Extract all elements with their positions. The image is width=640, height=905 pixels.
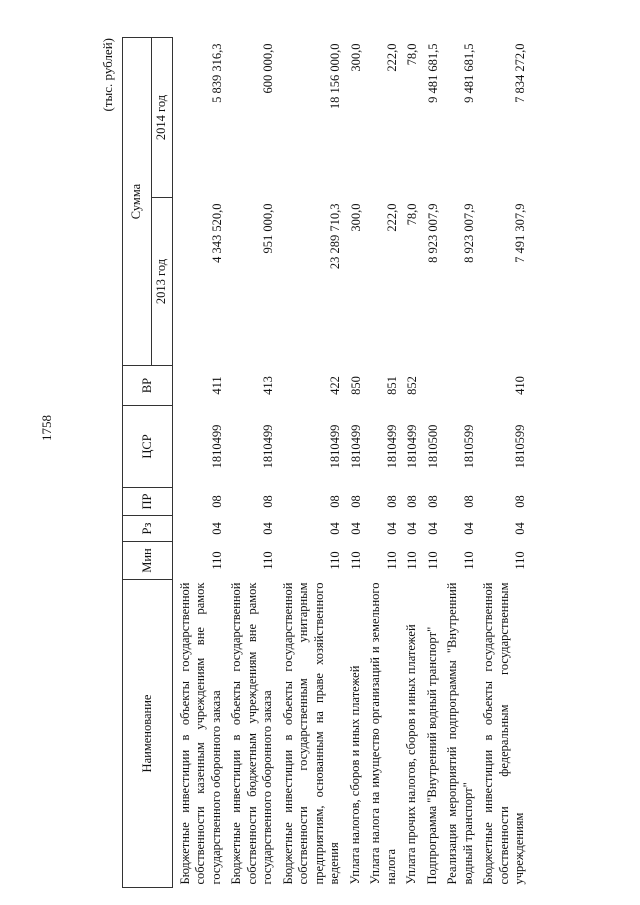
row-csr: 1810499	[209, 424, 224, 469]
row-pr: 08	[461, 495, 476, 508]
table-row	[227, 38, 279, 888]
page-number: 1758	[39, 415, 54, 441]
row-sum-2014: 222,0	[384, 43, 399, 72]
table-row	[402, 38, 423, 888]
row-sum-2014: 9 481 681,5	[461, 43, 476, 103]
row-rz: 04	[384, 522, 399, 535]
row-sum-2014: 78,0	[405, 43, 419, 66]
table-row	[346, 38, 367, 888]
row-csr: 1810499	[384, 424, 399, 469]
row-min: 110	[328, 551, 342, 570]
row-sum-2013: 78,0	[405, 203, 419, 226]
table-row	[172, 38, 227, 888]
row-sum-2013: 300,0	[348, 203, 363, 232]
row-name: Уплата налога на имущество организаций и земельного налога	[368, 582, 398, 885]
row-vr	[423, 366, 444, 406]
rotated-page-content	[100, 38, 620, 888]
row-pr: 08	[425, 495, 440, 508]
budget-table	[122, 37, 531, 888]
row-min: 110	[461, 551, 476, 570]
row-name: Бюджетные инвестиции в объекты государственной собственности федеральным государственным учреждениям	[481, 582, 526, 885]
row-vr: 411	[209, 376, 224, 395]
row-csr: 1810500	[425, 424, 440, 469]
row-sum-2014: 9 481 681,5	[425, 43, 440, 103]
row-rz: 04	[209, 522, 224, 535]
row-min: 110	[209, 551, 224, 570]
row-vr	[443, 366, 479, 406]
header-2014: 2014 год	[152, 38, 173, 198]
row-sum-2013: 8 923 007,9	[461, 203, 476, 263]
row-csr: 1810499	[405, 424, 419, 469]
row-pr: 08	[261, 495, 275, 508]
row-name: Бюджетные инвестиции в объекты государственной собственности казенным учреждениям вне рамок государственного оборонного заказа	[177, 582, 223, 885]
header-2013: 2013 год	[152, 198, 173, 366]
row-min: 110	[405, 551, 419, 570]
header-sum: Сумма	[123, 38, 152, 366]
row-min: 110	[348, 551, 363, 570]
row-csr: 1810499	[328, 424, 342, 469]
row-vr: 422	[328, 376, 342, 395]
row-pr: 08	[405, 495, 419, 508]
row-rz: 04	[461, 522, 476, 535]
row-rz: 04	[513, 522, 527, 535]
row-rz: 04	[405, 522, 419, 535]
row-pr: 08	[328, 495, 342, 508]
row-pr: 08	[348, 495, 363, 508]
row-csr: 1810599	[513, 424, 527, 469]
header-name: Наименование	[123, 580, 173, 888]
units-label: (тыс. рублей)	[100, 38, 115, 112]
row-name: Уплата прочих налогов, сборов и иных платежей	[404, 624, 418, 885]
row-vr: 851	[384, 376, 399, 395]
table-row	[423, 38, 444, 888]
row-sum-2013: 8 923 007,9	[425, 203, 440, 263]
header-csr: ЦСР	[123, 406, 173, 488]
row-min: 110	[261, 551, 275, 570]
header-pr: ПР	[123, 488, 173, 516]
row-sum-2013: 7 491 307,9	[513, 203, 527, 263]
row-vr: 852	[405, 376, 419, 395]
row-rz: 04	[348, 522, 363, 535]
row-min: 110	[384, 551, 399, 570]
header-vr: ВР	[123, 366, 173, 406]
row-min: 110	[513, 551, 527, 570]
row-sum-2013: 222,0	[384, 203, 399, 232]
table-body	[172, 38, 531, 888]
header-min: Мин	[123, 542, 173, 580]
row-name: Бюджетные инвестиции в объекты государственной собственности бюджетным учреждениям вне рамок государственного оборонного заказа	[229, 582, 274, 885]
row-sum-2013: 4 343 520,0	[209, 203, 224, 263]
row-sum-2014: 300,0	[348, 43, 363, 72]
row-sum-2014: 18 156 000,0	[328, 43, 342, 110]
header-rz: Рз	[123, 516, 173, 542]
table-row	[443, 38, 479, 888]
row-csr: 1810499	[261, 424, 275, 469]
row-name: Уплата налогов, сборов и иных платежей	[347, 665, 362, 885]
row-name: Подпрограмма "Внутренний водный транспорт"	[424, 626, 439, 885]
table-row	[366, 38, 402, 888]
row-csr: 1810499	[348, 424, 363, 469]
row-name: Бюджетные инвестиции в объекты государственной собственности государственным унитарным предприятиям, основанным на праве хозяйственного ведения	[280, 582, 341, 885]
table-header	[123, 38, 173, 888]
row-vr: 413	[261, 376, 275, 395]
row-sum-2014: 5 839 316,3	[209, 43, 224, 103]
row-pr: 08	[209, 495, 224, 508]
row-vr: 410	[513, 376, 527, 395]
row-pr: 08	[384, 495, 399, 508]
row-csr: 1810599	[461, 424, 476, 469]
table-row	[279, 38, 346, 888]
row-min: 110	[425, 551, 440, 570]
row-pr: 08	[513, 495, 527, 508]
row-sum-2013: 951 000,0	[261, 203, 275, 254]
row-sum-2013: 23 289 710,3	[328, 203, 342, 270]
row-name: Реализация мероприятий подпрограммы "Внутренний водный транспорт"	[445, 582, 475, 885]
row-rz: 04	[261, 522, 275, 535]
row-rz: 04	[425, 522, 440, 535]
row-sum-2014: 7 834 272,0	[513, 43, 527, 103]
table-row	[479, 38, 531, 888]
row-rz: 04	[328, 522, 342, 535]
row-sum-2014: 600 000,0	[261, 43, 275, 94]
row-vr: 850	[348, 376, 363, 395]
